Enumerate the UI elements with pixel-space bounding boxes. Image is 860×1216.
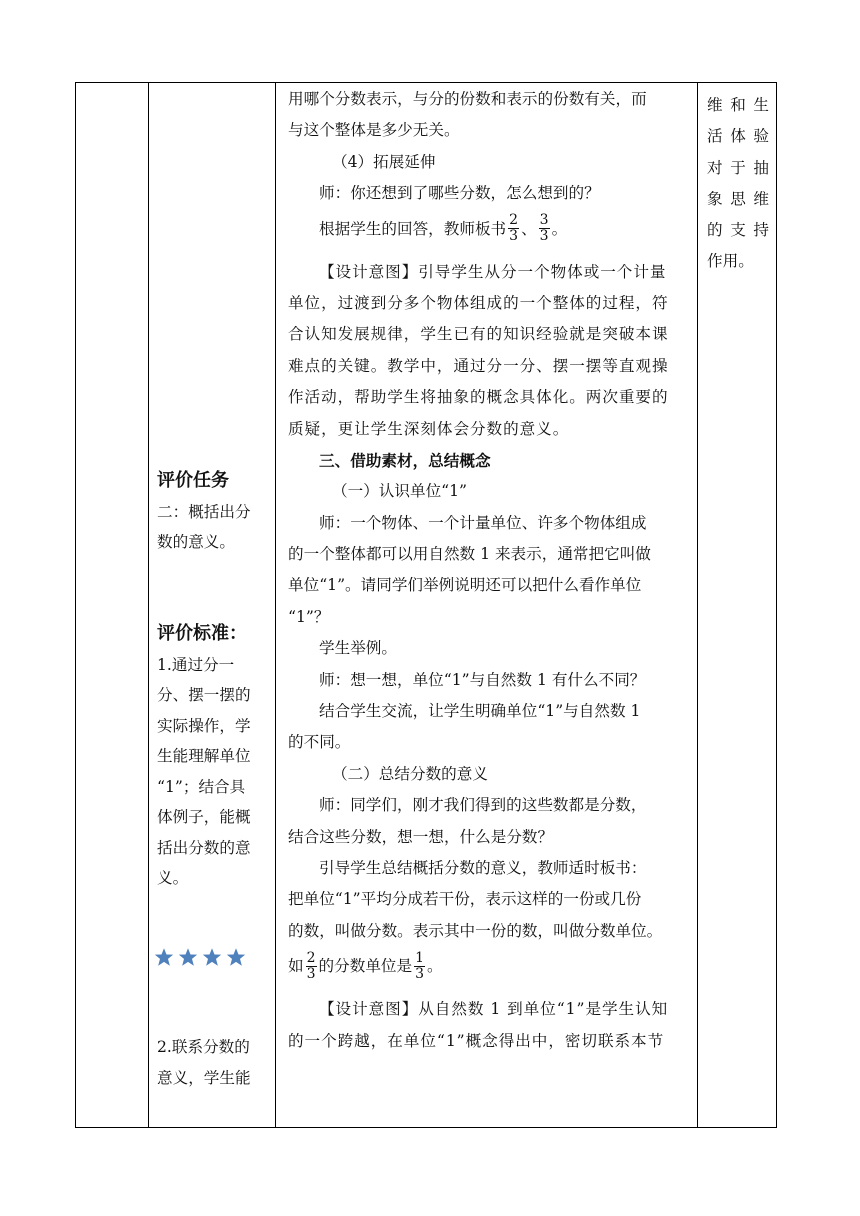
note-char: 和 bbox=[730, 96, 746, 114]
notes-column bbox=[707, 90, 769, 278]
design-intent-line: 合认知发展规律，学生已有的知识经验就是突破本课 bbox=[288, 325, 669, 344]
text-line: 学生举例。 bbox=[319, 639, 397, 658]
note-char: 维 bbox=[753, 189, 769, 208]
table-col-border-2 bbox=[148, 82, 149, 1128]
board-text: 根据学生的回答，教师板书 bbox=[319, 219, 507, 238]
note-char: 对 bbox=[707, 158, 723, 177]
note-char: 于 bbox=[730, 158, 746, 177]
section-heading: 三、借助素材，总结概念 bbox=[319, 450, 491, 470]
standard1-line: 1.通过分一 bbox=[157, 655, 235, 674]
design-intent-line: 作活动，帮助学生将抽象的概念具体化。两次重要的 bbox=[288, 388, 669, 407]
text-line: 的不同。 bbox=[288, 733, 351, 752]
note-char: 的 bbox=[707, 221, 723, 240]
fraction-denominator: 3 bbox=[306, 965, 316, 982]
standard1-line: “1”；结合具 bbox=[157, 777, 246, 796]
table-col-border-3 bbox=[275, 82, 276, 1128]
fraction-denominator: 3 bbox=[415, 965, 425, 982]
fraction-two-thirds bbox=[306, 951, 317, 982]
table-top-border bbox=[75, 82, 776, 83]
fraction-one-third bbox=[414, 951, 425, 982]
text-line: 用哪个分数表示，与分的份数和表示的份数有关，而 bbox=[288, 90, 647, 108]
text-line: 师：想一想，单位“1”与自然数 1 有什么不同？ bbox=[319, 670, 646, 689]
text-line: 把单位“1”平均分成若干份，表示这样的一份或几份 bbox=[288, 890, 642, 909]
note-char: 抽 bbox=[753, 158, 769, 177]
evaluation-column bbox=[157, 466, 267, 558]
rating-stars bbox=[154, 947, 246, 973]
eval-task-line: 二：概括出分 bbox=[157, 502, 251, 521]
text-line: “1”？ bbox=[288, 607, 330, 626]
standard1-line: 分、摆一摆的 bbox=[157, 686, 251, 704]
fraction-denominator: 3 bbox=[509, 228, 519, 245]
design-intent-line: 难点的关键。教学中，通过分一分、摆一摆等直观操 bbox=[288, 356, 669, 375]
text-line: 单位“1”。请同学们举例说明还可以把什么看作单位 bbox=[288, 576, 642, 595]
table-bottom-border bbox=[75, 1127, 776, 1128]
text-line: 结合学生交流，让学生明确单位“1”与自然数 1 bbox=[319, 702, 641, 721]
text-line: 结合这些分数，想一想，什么是分数？ bbox=[288, 827, 554, 846]
note-char: 体 bbox=[730, 127, 746, 146]
note-line bbox=[707, 215, 769, 246]
note-char: 维 bbox=[707, 96, 723, 114]
note-line bbox=[707, 184, 769, 215]
example-text: 的分数单位是 bbox=[318, 957, 413, 976]
design-intent-line: 单位，过渡到分多个物体组成的一个整体的过程，符 bbox=[288, 293, 669, 312]
standard2 bbox=[157, 1032, 267, 1093]
note-char: 持 bbox=[753, 221, 769, 240]
text-line: 引导学生总结概括分数的意义，教师适时板书： bbox=[319, 858, 647, 877]
eval-task-line: 数的意义。 bbox=[157, 533, 235, 551]
table-col-border-4 bbox=[697, 82, 698, 1128]
eval-standard-heading: 评价标准： bbox=[157, 623, 247, 644]
design-intent-line: 【设计意图】引导学生从分一个物体或一个计量 bbox=[319, 262, 667, 281]
note-char: 象 bbox=[707, 189, 723, 208]
design-intent-line: 质疑，更让学生深刻体会分数的意义。 bbox=[288, 419, 570, 438]
note-line bbox=[707, 121, 769, 152]
star-icon bbox=[202, 947, 222, 967]
board-line bbox=[288, 210, 692, 248]
standard1-line: 义。 bbox=[157, 869, 189, 887]
subsection-heading: （二）总结分数的意义 bbox=[332, 764, 488, 783]
note-char: 支 bbox=[730, 221, 746, 240]
eval-task-heading: 评价任务 bbox=[157, 470, 229, 491]
note-char: 活 bbox=[707, 127, 723, 146]
teacher-question: 师：你还想到了哪些分数，怎么想到的？ bbox=[319, 184, 600, 203]
fraction-numerator: 2 bbox=[509, 212, 519, 229]
standard1-line: 体例子，能概 bbox=[157, 808, 251, 826]
note-char: 生 bbox=[753, 96, 769, 114]
text-line: 的数，叫做分数。表示其中一份的数，叫做分数单位。 bbox=[288, 921, 663, 940]
extend-heading: （4）拓展延伸 bbox=[332, 152, 436, 171]
fraction-three-thirds bbox=[539, 213, 550, 244]
fraction-numerator: 1 bbox=[415, 949, 425, 966]
table-col-border-5 bbox=[776, 82, 777, 1128]
fraction-denominator: 3 bbox=[539, 228, 549, 245]
fraction-numerator: 3 bbox=[539, 212, 549, 229]
star-icon bbox=[226, 947, 246, 967]
text-line: 师：同学们，刚才我们得到的这些数都是分数， bbox=[319, 796, 647, 815]
standard2-line: 意义，学生能 bbox=[157, 1068, 251, 1087]
text-line: 的一个整体都可以用自然数 1 来表示，通常把它叫做 bbox=[288, 545, 651, 564]
note-char: 验 bbox=[753, 127, 769, 146]
standard2-line: 2.联系分数的 bbox=[157, 1038, 250, 1056]
note-line: 作用。 bbox=[707, 252, 754, 271]
period: 。 bbox=[427, 957, 443, 976]
text-line: 师：一个物体、一个计量单位、许多个物体组成 bbox=[319, 513, 647, 532]
design-intent-line: 的一个跨越，在单位“1”概念得出中，密切联系本节 bbox=[288, 1031, 665, 1050]
period: 。 bbox=[551, 219, 568, 238]
standard1-line: 括出分数的意 bbox=[157, 838, 251, 857]
subsection-heading: （一）认识单位“1” bbox=[332, 482, 468, 501]
example-text: 如 bbox=[288, 957, 304, 976]
fraction-numerator: 2 bbox=[306, 949, 316, 966]
star-icon bbox=[154, 947, 174, 967]
note-line bbox=[707, 90, 769, 121]
design-intent-line: 【设计意图】从自然数 1 到单位“1”是学生认知 bbox=[319, 1000, 669, 1019]
table-col-border-1 bbox=[75, 82, 76, 1128]
evaluation-standard bbox=[157, 619, 267, 894]
text-line: 与这个整体是多少无关。 bbox=[288, 121, 460, 140]
note-char: 思 bbox=[730, 189, 746, 208]
note-line bbox=[707, 153, 769, 184]
teaching-process-column bbox=[288, 84, 692, 1057]
standard1-line: 生能理解单位 bbox=[157, 747, 251, 765]
separator: 、 bbox=[521, 219, 537, 238]
standard1-line: 实际操作，学 bbox=[157, 716, 251, 735]
fraction-two-thirds bbox=[508, 213, 519, 244]
star-icon bbox=[178, 947, 198, 967]
example-line bbox=[288, 947, 692, 985]
